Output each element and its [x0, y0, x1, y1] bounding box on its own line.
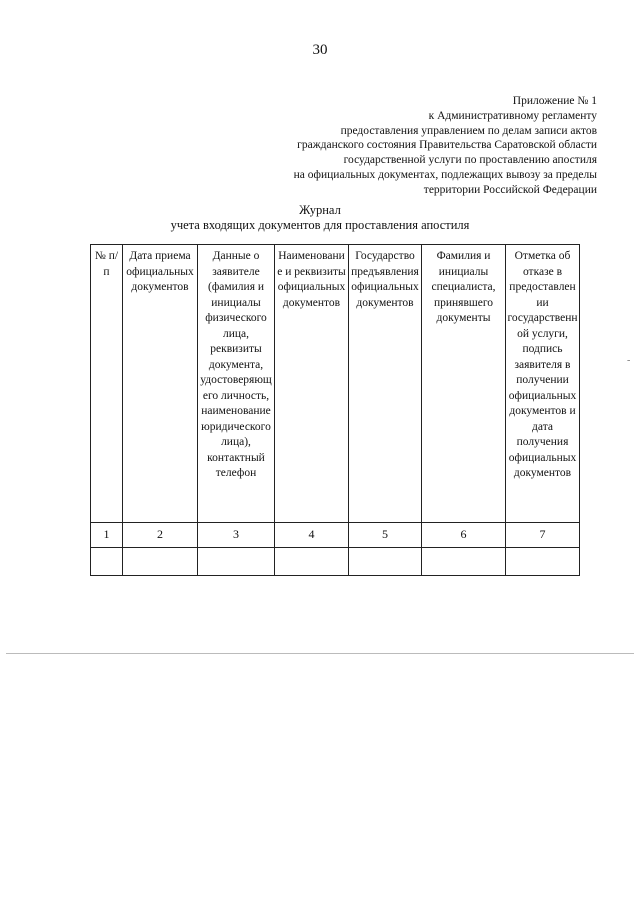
scan-edge-mark: -: [627, 355, 631, 366]
page-divider-line: [6, 653, 634, 654]
empty-cell: [198, 548, 275, 576]
column-number-cell: 4: [275, 523, 349, 548]
header-cell-documents: Наименование и реквизиты официальных документов: [275, 245, 349, 523]
appendix-line: гражданского состояния Правительства Саратовской области: [297, 139, 597, 152]
journal-subtitle: учета входящих документов для проставления апостиля: [170, 218, 470, 232]
empty-cell: [275, 548, 349, 576]
empty-data-row: [91, 548, 580, 576]
header-cell-applicant: Данные о заявителе (фамилия и инициалы физического лица, реквизиты документа, удостоверяющего личность, наименование юридического лица), контактный телефон: [198, 245, 275, 523]
column-number-cell: 3: [198, 523, 275, 548]
journal-title: Журнал: [299, 203, 341, 217]
header-cell-state: Государство предъявления официальных документов: [349, 245, 422, 523]
appendix-line: государственной услуги по проставлению апостиля: [343, 154, 597, 167]
table-header-row: [91, 245, 580, 523]
appendix-line: Приложение № 1: [512, 95, 597, 107]
column-number-cell: 5: [349, 523, 422, 548]
empty-cell: [506, 548, 580, 576]
appendix-line: на официальных документах, подлежащих вывозу за пределы: [293, 168, 597, 181]
column-number-cell: 2: [123, 523, 198, 548]
empty-cell: [349, 548, 422, 576]
header-cell-date: Дата приема официальных документов: [123, 245, 198, 523]
appendix-line: предоставления управлением по делам записи актов: [340, 124, 597, 137]
appendix-line: территории Российской Федерации: [423, 183, 597, 196]
header-cell-number: № п/п: [91, 245, 123, 523]
column-number-row: [91, 523, 580, 548]
header-cell-refusal: Отметка об отказе в предоставлении государственной услуги, подпись заявителя в получении официальных документов и дата получения официальных документов: [506, 245, 580, 523]
header-cell-specialist: Фамилия и инициалы специалиста, принявшего документы: [422, 245, 506, 523]
appendix-line: к Административному регламенту: [428, 109, 597, 122]
journal-table: [90, 244, 580, 576]
page-number: 30: [312, 42, 328, 58]
column-number-cell: 7: [506, 523, 580, 548]
column-number-cell: 6: [422, 523, 506, 548]
empty-cell: [422, 548, 506, 576]
empty-cell: [91, 548, 123, 576]
empty-cell: [123, 548, 198, 576]
column-number-cell: 1: [91, 523, 123, 548]
appendix-block: [217, 94, 597, 198]
journal-heading: [0, 203, 640, 233]
